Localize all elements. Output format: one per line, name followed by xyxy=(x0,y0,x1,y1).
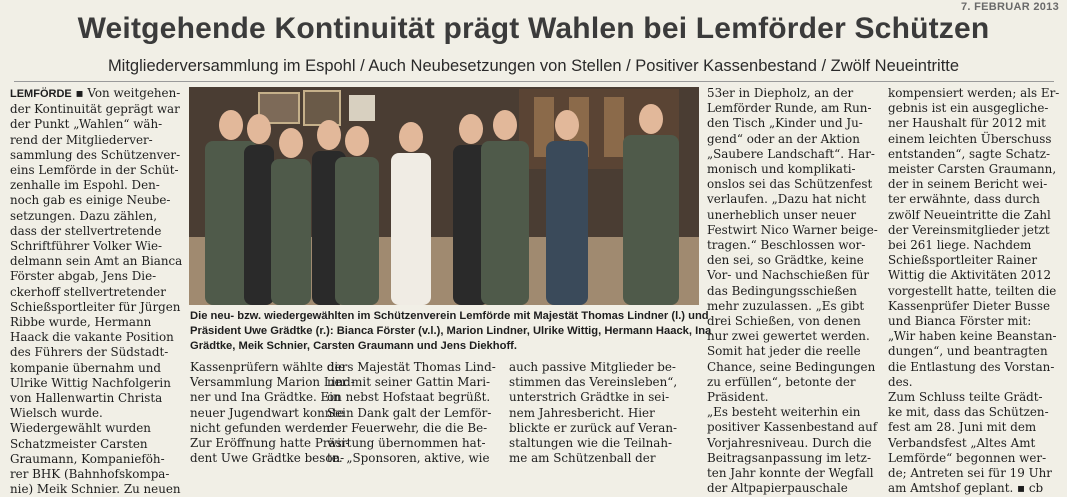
text-line: Wiedergewählt wurden xyxy=(10,421,151,436)
text-line: onslos sei das Schützenfest xyxy=(707,177,873,192)
person-figure xyxy=(271,159,311,305)
text-line: sammlung des Schützenver- xyxy=(10,147,181,162)
text-line: Festwirt Nico Warner beige- xyxy=(707,222,878,237)
text-line: „Es besteht weiterhin ein xyxy=(707,405,861,420)
text-line: te. „Sponsoren, aktive, wie xyxy=(327,451,490,466)
column-lines xyxy=(888,86,1060,496)
column-lines xyxy=(327,360,497,466)
column-lines xyxy=(10,102,182,497)
text-line: staltungen wie die Teilnah- xyxy=(509,436,673,451)
column-4 xyxy=(509,360,696,466)
text-line: Zum Schluss teilte Grädt- xyxy=(888,390,1043,405)
text-line: Schießsportleiter für Jürgen xyxy=(10,299,181,314)
text-line: Graumann, Kompanieföh- xyxy=(10,451,165,466)
article-headline: Weitgehende Kontinuität prägt Wahlen bei Lemförder Schützen xyxy=(77,12,990,45)
text-line: des. xyxy=(888,374,913,389)
person-head xyxy=(247,114,271,144)
first-line xyxy=(10,86,182,102)
text-line: Schriftführer Volker Wie- xyxy=(10,239,163,254)
caption-line: Präsident Uwe Grädtke (r.): Bianca Förster (v.l.), Marion Lindner, Ulrike Wittig, Hermann Haack, Ina xyxy=(190,325,712,337)
text-line: 53er in Diepholz, an der xyxy=(707,86,854,100)
text-line: Haack die vakante Position xyxy=(10,330,174,345)
text-line: setzungen. Dazu zählen, xyxy=(10,208,157,223)
column-lines xyxy=(509,360,696,466)
text-line: ner und Ina Grädtke. Ein xyxy=(190,390,341,405)
text-line: monisch und komplikati- xyxy=(707,162,856,177)
text-line: Sein Dank galt der Lemför- xyxy=(327,405,492,420)
text-line: einem leichten Überschuss xyxy=(888,131,1052,146)
text-line: die Entlastung des Vorstan- xyxy=(888,359,1055,374)
text-line: me am Schützenball der xyxy=(509,451,656,466)
text-line: mehr zuzulassen. „Es gibt xyxy=(707,298,865,313)
person-figure xyxy=(335,157,379,305)
text-line: blickte er zurück auf Veran- xyxy=(509,420,677,435)
text-line: nicht gefunden werden. xyxy=(190,420,334,435)
person-head xyxy=(555,110,579,140)
text-line: verlaufen. „Dazu hat nicht xyxy=(707,192,866,207)
text-line: Vorjahresniveau. Durch die xyxy=(707,435,872,450)
text-line: kompensiert werden; als Er- xyxy=(888,86,1060,100)
person-head xyxy=(345,126,369,156)
text-line: delmann sein Amt an Bianca xyxy=(10,254,183,269)
text-line: Lemförder Runde, am Run- xyxy=(707,101,872,116)
text-line: Wielsch wurde. xyxy=(10,406,103,421)
text-line: Vor- und Nachschießen für xyxy=(707,268,870,283)
text-line: ner mit seiner Gattin Mari- xyxy=(327,375,491,390)
column-5 xyxy=(707,86,881,496)
text-line: am Amtshof geplant. ▪ cb xyxy=(888,481,1044,496)
text-line: Beitragsanpassung im letz- xyxy=(707,450,871,465)
text-line: der Kontinuität geprägt war xyxy=(10,102,180,117)
text-line: Ulrike Wittig Nachfolgerin xyxy=(10,375,171,390)
text-line: Präsident. xyxy=(707,390,769,405)
column-2 xyxy=(190,360,355,466)
text-line: nur zwei gewertet werden. xyxy=(707,329,870,344)
person-head xyxy=(639,104,663,134)
text-line: gend“ oder an der Aktion xyxy=(707,131,860,146)
dateline: LEMFÖRDE xyxy=(10,88,72,100)
text-line: Zur Eröffnung hatte Präsi- xyxy=(190,436,350,451)
text-line: rer BHK (Bahnhofskompa- xyxy=(10,467,170,482)
text-line: dass der stellvertretende xyxy=(10,223,162,238)
caption-line: Grädtke, Meik Schnier, Carsten Graumann und Jens Diekhoff. xyxy=(190,340,518,352)
text-line: „Wir haben keine Beanstan- xyxy=(888,329,1057,344)
person-figure xyxy=(481,141,529,305)
text-line: Kassenprüfer Dieter Busse xyxy=(888,298,1051,313)
text-line: positiver Kassenbestand auf xyxy=(707,420,878,435)
text-line: Lemförde“ begonnen wer- xyxy=(888,450,1047,465)
text-line: zu erfüllen“, betonte der xyxy=(707,374,856,389)
photo-caption xyxy=(190,309,712,354)
text-line: ▪ Von weitgehen- xyxy=(75,86,181,100)
column-1 xyxy=(10,86,182,497)
text-line: zwölf Neueintritte die Zahl xyxy=(888,207,1051,222)
text-line: wirtung übernommen hat- xyxy=(327,436,486,451)
person-head xyxy=(317,120,341,150)
column-lines xyxy=(190,360,355,466)
article-subheadline: Mitgliederversammlung im Espohl / Auch Neubesetzungen von Stellen / Positiver Kassenbestand / Zwölf Neueintritte xyxy=(107,57,960,75)
person-figure xyxy=(391,153,431,305)
text-line: auch passive Mitglieder be- xyxy=(509,360,676,374)
text-line: Schießsportleiter Rainer xyxy=(888,253,1037,268)
text-line: der Feuerwehr, die die Be- xyxy=(327,420,488,435)
text-line: Schatzmeister Carsten xyxy=(10,436,148,451)
person-head xyxy=(493,110,517,140)
column-lines xyxy=(707,86,881,496)
text-line: Somit hat jeder die reelle xyxy=(707,344,861,359)
text-line: von Hallenwartin Christa xyxy=(10,391,163,406)
text-line: kompanie übernahm und xyxy=(10,360,161,375)
text-line: Wittig die Aktivitäten 2012 xyxy=(888,268,1052,283)
column-3 xyxy=(327,360,497,466)
person-figure xyxy=(623,135,679,305)
text-line: eins Lemförde in der Schüt- xyxy=(10,163,179,178)
text-line: der in seinem Bericht wei- xyxy=(888,177,1048,192)
person-head xyxy=(279,128,303,158)
text-line: tragen.“ Beschlossen wor- xyxy=(707,238,866,253)
text-line: zenhalle im Espohl. Den- xyxy=(10,178,160,193)
text-line: drei Schießen, von denen xyxy=(707,314,861,329)
text-line: Versammlung Marion Lind- xyxy=(190,375,355,390)
person-head xyxy=(399,122,423,152)
text-line: Förster abgab, Jens Die- xyxy=(10,269,157,284)
text-line: der Altpapierpauschale xyxy=(707,481,848,496)
person-figure xyxy=(546,141,588,305)
text-line: Chance, seine Bedingungen xyxy=(707,359,876,374)
text-line: und Bianca Förster mit: xyxy=(888,314,1032,329)
divider xyxy=(14,81,1054,82)
text-line: fest am 28. Juni mit dem xyxy=(888,420,1037,435)
text-line: gebnis ist ein ausgegliche- xyxy=(888,101,1049,116)
text-line: rend der Mitgliederver- xyxy=(10,132,153,147)
text-line: den Tisch „Kinder und Ju- xyxy=(707,116,863,131)
text-line: ten Jahr konnte der Wegfall xyxy=(707,466,874,481)
group-photo xyxy=(189,87,699,305)
text-line: meister Carsten Graumann, xyxy=(888,162,1057,177)
text-line: des Führers der Südstadt- xyxy=(10,345,169,360)
text-line: dungen“, und beantragten xyxy=(888,344,1048,359)
group-photo-illustration xyxy=(189,87,699,305)
text-line: ter erwähnte, dass durch xyxy=(888,192,1040,207)
text-line: ders Majestät Thomas Lind- xyxy=(327,360,496,374)
text-line: nem Jahresbericht. Hier xyxy=(509,405,655,420)
text-line: entstanden“, sagte Schatz- xyxy=(888,146,1051,161)
text-line: stimmen das Vereinsleben“, xyxy=(509,375,678,390)
text-line: unerheblich unser neuer xyxy=(707,207,857,222)
text-line: nie) Meik Schnier. Zu neuen xyxy=(10,482,181,497)
person-figure xyxy=(244,145,274,305)
text-line: der Punkt „Wahlen“ wäh- xyxy=(10,117,163,132)
text-line: vorgestellt hatte, teilten die xyxy=(888,283,1057,298)
issue-date: 7. FEBRUAR 2013 xyxy=(960,1,1059,13)
text-line: dent Uwe Grädtke beson- xyxy=(190,451,345,466)
text-line: on nebst Hofstaat begrüßt. xyxy=(327,390,491,405)
text-line: de; Antreten sei für 19 Uhr xyxy=(888,466,1052,481)
text-line: Ribbe wurde, Hermann xyxy=(10,315,152,330)
text-line: ner Haushalt für 2012 mit xyxy=(888,116,1046,131)
text-line: Kassenprüfern wählte die xyxy=(190,360,346,374)
person-head xyxy=(459,114,483,144)
text-line: Verbandsfest „Altes Amt xyxy=(888,435,1036,450)
text-line: der Vereinsmitglieder jetzt xyxy=(888,222,1050,237)
text-line: unterstrich Grädtke in sei- xyxy=(509,390,670,405)
person-head xyxy=(219,110,243,140)
text-line: den sei, so Grädtke, keine xyxy=(707,253,864,268)
text-line: „Saubere Landschaft“. Har- xyxy=(707,146,875,161)
text-line: bei 261 liege. Nachdem xyxy=(888,238,1032,253)
text-line: noch gab es einige Neube- xyxy=(10,193,171,208)
text-line: das Bedingungsschießen xyxy=(707,283,857,298)
text-line: ke mit, dass das Schützen- xyxy=(888,405,1049,420)
text-line: ckerhoff stellvertretender xyxy=(10,284,166,299)
caption-line: Die neu- bzw. wiedergewählten im Schützenverein Lemförde mit Majestät Thomas Lindner (l.) und xyxy=(190,310,709,322)
text-line: neuer Jugendwart konnte xyxy=(190,405,345,420)
column-6 xyxy=(888,86,1060,496)
